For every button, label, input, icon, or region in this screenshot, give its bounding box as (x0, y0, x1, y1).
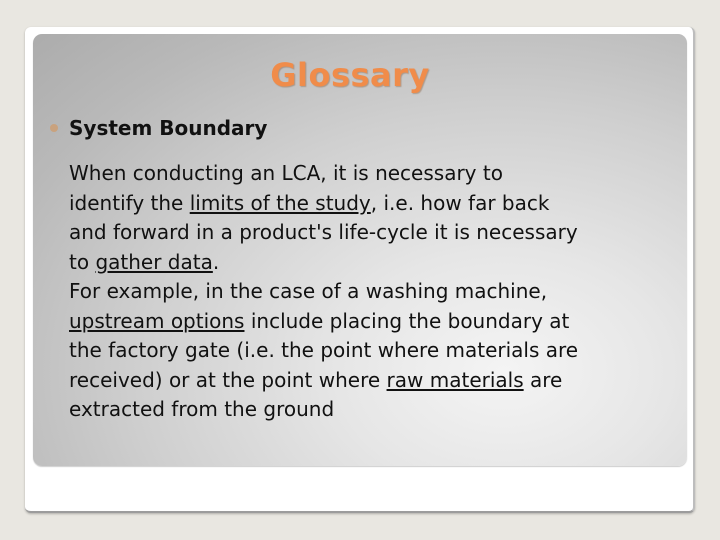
text-line (69, 248, 694, 278)
slide-title: Glossary (270, 56, 430, 94)
text-segment: to (69, 249, 96, 274)
text-line (69, 277, 694, 307)
text-line (69, 395, 694, 425)
limits-of-study-link[interactable]: limits of the study (189, 190, 371, 215)
text-segment: the factory gate (i.e. the point where materials are (69, 338, 579, 362)
text-segment: received) or at the point where (69, 367, 387, 392)
gather-data-link[interactable]: gather data (95, 249, 213, 274)
text-segment: When conducting an LCA, it is necessary to (69, 161, 503, 185)
text-line (69, 159, 694, 189)
text-segment: are (523, 367, 563, 392)
text-line (69, 366, 694, 396)
text-line (69, 307, 694, 337)
text-segment: extracted from the ground (69, 397, 335, 421)
bullet-item (50, 116, 267, 140)
text-segment: . (212, 249, 220, 274)
text-segment: and forward in a product's life-cycle it is necessary (69, 220, 578, 244)
upstream-options-link[interactable]: upstream options (69, 308, 245, 333)
bullet-heading: System Boundary (69, 116, 268, 140)
text-line (69, 189, 694, 219)
raw-materials-link[interactable]: raw materials (386, 367, 524, 392)
text-segment: identify the (69, 190, 190, 215)
bullet-dot-icon (50, 124, 58, 132)
text-line (69, 336, 694, 366)
text-line (69, 218, 694, 248)
text-segment: For example, in the case of a washing machine, (69, 279, 548, 303)
text-segment: , i.e. how far back (370, 190, 550, 215)
body-text (69, 159, 694, 425)
text-segment: include placing the boundary at (244, 308, 570, 333)
